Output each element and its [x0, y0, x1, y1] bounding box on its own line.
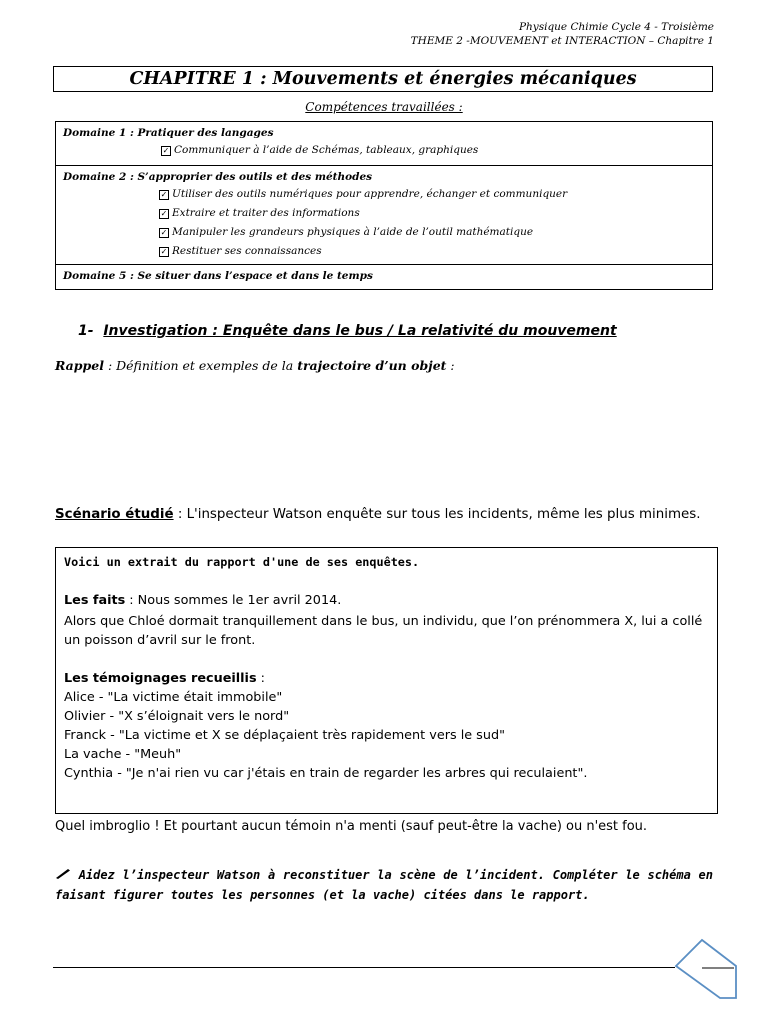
scenario-text: : L'inspecteur Watson enquête sur tous les incidents, même les plus minimes. — [173, 507, 701, 522]
consigne-text: Aidez l’inspecteur Watson à reconstituer la scène de l’incident. Compléter le schéma en faisant figurer toutes les personnes (et la vache) citées dans le rapport. — [55, 868, 713, 902]
page-corner-icon — [672, 936, 742, 1002]
faits-detail: Alors que Chloé dormait tranquillement dans le bus, un individu, que l’on prénommera X, lui a collé un poisson d’avril sur le front. — [64, 614, 703, 648]
section-title: Investigation : Enquête dans le bus / La relativité du mouvement — [103, 323, 617, 339]
domaine-row — [56, 166, 712, 265]
competence-text: Manipuler les grandeurs physiques à l’aide de l’outil mathématique — [172, 226, 534, 238]
checkbox-icon: ✓ — [160, 247, 168, 256]
competence-text: Extraire et traiter des informations — [172, 207, 360, 219]
checkbox-icon: ✓ — [160, 209, 168, 218]
temoignages-colon: : — [256, 671, 265, 686]
temoignages-heading — [64, 669, 709, 688]
checkbox-icon: ✓ — [162, 146, 170, 155]
competence-text: Communiquer à l’aide de Schémas, tableaux, graphiques — [174, 144, 479, 156]
competence-item — [63, 141, 705, 160]
temoignage-item: Cynthia - "Je n'ai rien vu car j'étais en train de regarder les arbres qui reculaient". — [64, 766, 588, 781]
section-number: 1- — [78, 323, 94, 339]
checkbox-icon: ✓ — [160, 190, 168, 199]
competence-text: Utiliser des outils numériques pour apprendre, échanger et communiquer — [172, 188, 568, 200]
domaine-label: Domaine 1 : Pratiquer des langages — [63, 127, 274, 139]
consigne-paragraph — [55, 865, 713, 905]
temoignage-item: Alice - "La victime était immobile" — [64, 690, 283, 705]
page-header — [411, 20, 714, 48]
rappel-keyword: trajectoire d’un objet — [297, 358, 447, 373]
temoignage-item: Olivier - "X s’éloignait vers le nord" — [64, 709, 290, 724]
domaine-row — [56, 122, 712, 166]
rappel-colon: : — [446, 358, 455, 373]
competences-heading — [0, 100, 768, 114]
domaine-row — [56, 265, 712, 289]
section-heading — [78, 323, 617, 339]
rapport-intro: Voici un extrait du rapport d'une de ses enquêtes. — [64, 555, 420, 569]
competence-item — [63, 204, 705, 223]
header-course: Physique Chimie Cycle 4 - Troisième — [518, 21, 714, 33]
competences-title: Compétences travaillées : — [305, 100, 463, 114]
faits-line — [64, 591, 709, 610]
competence-item — [63, 223, 705, 242]
scenario-paragraph — [55, 504, 713, 525]
temoignages-label: Les témoignages recueillis — [64, 671, 257, 686]
domaine-label: Domaine 5 : Se situer dans l’espace et dans le temps — [63, 270, 373, 282]
chapter-title: CHAPITRE 1 : Mouvements et énergies mécaniques — [53, 66, 713, 92]
faits-label: Les faits — [64, 593, 126, 608]
imbroglio-line: Quel imbroglio ! Et pourtant aucun témoin n'a menti (sauf peut-être la vache) ou n'est fou. — [55, 819, 648, 834]
faits-text: : Nous sommes le 1er avril 2014. — [125, 593, 342, 608]
rappel-text: : Définition et exemples de la — [103, 358, 298, 373]
pencil-icon — [55, 865, 71, 885]
competence-text: Restituer ses connaissances — [172, 245, 322, 257]
rappel-line — [55, 358, 455, 373]
temoignage-item: La vache - "Meuh" — [64, 747, 182, 762]
competence-item — [63, 242, 705, 261]
rapport-box — [55, 547, 718, 814]
competence-item — [63, 185, 705, 204]
temoignage-item: Franck - "La victime et X se déplaçaient très rapidement vers le sud" — [64, 728, 505, 743]
checkbox-icon: ✓ — [160, 228, 168, 237]
header-theme: THEME 2 -MOUVEMENT et INTERACTION – Chapitre 1 — [410, 35, 714, 47]
rappel-label: Rappel — [55, 358, 104, 373]
scenario-label: Scénario étudié — [55, 507, 174, 522]
domaine-label: Domaine 2 : S’approprier des outils et des méthodes — [63, 171, 373, 183]
footer-rule — [53, 967, 675, 968]
domaines-table — [55, 121, 713, 290]
